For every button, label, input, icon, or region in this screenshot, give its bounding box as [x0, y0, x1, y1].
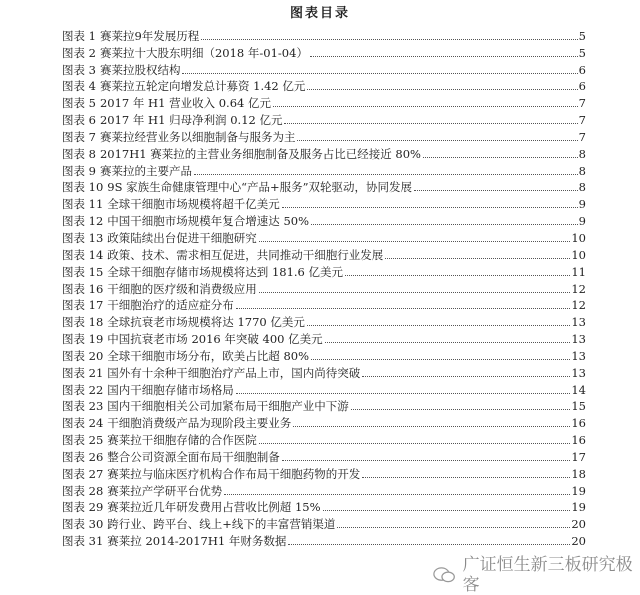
entry-page: 13 [571, 348, 586, 363]
toc-entry[interactable] [62, 296, 586, 313]
entry-label: 图表 31 [62, 534, 104, 549]
entry-title: 全球干细胞存储市场规模将达到 181.6 亿美元 [107, 264, 344, 279]
dot-leader [236, 307, 571, 309]
entry-title: 国内干细胞相关公司加紧布局干细胞产业中下游 [107, 399, 349, 414]
entry-page: 6 [578, 62, 586, 77]
entry-title: 全球抗衰老市场规模将达 1770 亿美元 [107, 315, 305, 330]
dot-leader [307, 324, 570, 326]
dot-leader [311, 358, 570, 360]
entry-page: 13 [571, 365, 586, 380]
dot-leader [423, 156, 578, 158]
entry-label: 图表 27 [62, 466, 104, 481]
entry-page: 17 [571, 449, 586, 464]
entry-page: 7 [578, 96, 586, 111]
entry-label: 图表 22 [62, 382, 104, 397]
entry-label: 图表 9 [62, 163, 96, 178]
entry-title: 中国抗衰老市场 2016 年突破 400 亿美元 [107, 332, 323, 347]
entry-label: 图表 14 [62, 247, 104, 262]
entry-title: 全球干细胞市场规模将超千亿美元 [107, 197, 280, 212]
toc-entry[interactable] [62, 127, 586, 144]
toc-entry[interactable] [62, 498, 586, 515]
entry-label: 图表 23 [62, 399, 104, 414]
entry-page: 6 [578, 79, 586, 94]
dot-leader [307, 88, 577, 90]
watermark-text: 广证恒生新三板研究极客 [462, 555, 633, 595]
entry-title: 政策、技术、需求相互促进，共同推动干细胞行业发展 [107, 247, 384, 262]
entry-page: 20 [571, 517, 586, 532]
toc-entry[interactable] [62, 194, 586, 211]
dot-leader [236, 392, 571, 394]
entry-page: 10 [571, 230, 586, 245]
toc-entry[interactable] [62, 397, 586, 414]
toc-entry[interactable] [62, 262, 586, 279]
entry-title: 赛莱拉干细胞存储的合作医院 [107, 433, 257, 448]
dot-leader [323, 509, 571, 511]
entry-page: 9 [578, 214, 586, 229]
entry-title: 赛莱拉近几年研发费用占营收比例超 15% [107, 500, 321, 515]
watermark [432, 555, 640, 595]
entry-page: 12 [571, 281, 586, 296]
dot-leader [194, 173, 578, 175]
dot-leader [337, 526, 570, 528]
toc-entry[interactable] [62, 26, 586, 43]
figure-list [62, 26, 586, 548]
entry-title: 9S 家族生命健康管理中心“产品+服务”双轮驱动，协同发展 [107, 180, 413, 195]
dot-leader [351, 408, 571, 410]
toc-entry[interactable] [62, 43, 586, 60]
entry-label: 图表 30 [62, 517, 104, 532]
toc-entry[interactable] [62, 60, 586, 77]
entry-page: 5 [578, 45, 586, 60]
entry-page: 15 [571, 399, 586, 414]
entry-title: 政策陆续出台促进干细胞研究 [107, 230, 257, 245]
entry-page: 18 [571, 466, 586, 481]
wechat-icon [432, 565, 457, 585]
toc-entry[interactable] [62, 531, 586, 548]
entry-label: 图表 2 [62, 45, 96, 60]
entry-page: 19 [571, 500, 586, 515]
dot-leader [282, 459, 571, 461]
entry-page: 20 [571, 534, 586, 549]
entry-page: 8 [578, 163, 586, 178]
entry-page: 13 [571, 315, 586, 330]
dot-leader [414, 189, 578, 191]
toc-entry[interactable] [62, 144, 586, 161]
entry-page: 10 [571, 247, 586, 262]
entry-title: 赛莱拉9年发展历程 [99, 28, 200, 43]
entry-page: 8 [578, 180, 586, 195]
dot-leader [362, 476, 570, 478]
entry-label: 图表 28 [62, 483, 104, 498]
dot-leader [310, 55, 578, 57]
entry-title: 2017 年 H1 营业收入 0.64 亿元 [99, 96, 271, 111]
entry-label: 图表 15 [62, 264, 104, 279]
entry-title: 赛莱拉 2014-2017H1 年财务数据 [107, 534, 287, 549]
entry-page: 8 [578, 146, 586, 161]
dot-leader [293, 425, 570, 427]
entry-page: 11 [571, 264, 586, 279]
entry-page: 7 [578, 129, 586, 144]
entry-title: 全球干细胞市场分布，欧美占比超 80% [107, 348, 310, 363]
entry-page: 7 [578, 113, 586, 128]
dot-leader [385, 257, 570, 259]
dot-leader [182, 72, 577, 74]
entry-label: 图表 6 [62, 113, 96, 128]
dot-leader [259, 240, 571, 242]
entry-label: 图表 1 [62, 28, 96, 43]
entry-title: 赛莱拉股权结构 [99, 62, 181, 77]
entry-label: 图表 26 [62, 449, 104, 464]
entry-label: 图表 5 [62, 96, 96, 111]
entry-label: 图表 11 [62, 197, 104, 212]
dot-leader [282, 206, 578, 208]
entry-label: 图表 24 [62, 416, 104, 431]
dot-leader [325, 341, 571, 343]
toc-entry[interactable] [62, 245, 586, 262]
toc-entry[interactable] [62, 161, 586, 178]
entry-title: 中国干细胞市场规模年复合增速达 50% [107, 214, 310, 229]
entry-title: 国外有十余种干细胞治疗产品上市，国内尚待突破 [107, 365, 361, 380]
entry-page: 16 [571, 433, 586, 448]
entry-label: 图表 25 [62, 433, 104, 448]
toc-entry[interactable] [62, 430, 586, 447]
entry-title: 赛莱拉的主要产品 [99, 163, 192, 178]
entry-title: 干细胞的医疗级和消费级应用 [107, 281, 257, 296]
entry-label: 图表 8 [62, 146, 96, 161]
entry-page: 12 [571, 298, 586, 313]
dot-leader [362, 375, 570, 377]
toc-entry[interactable] [62, 211, 586, 228]
entry-title: 赛莱拉产学研平台优势 [107, 483, 223, 498]
toc-entry[interactable] [62, 413, 586, 430]
entry-title: 干细胞消费级产品为现阶段主要业务 [107, 416, 292, 431]
entry-label: 图表 4 [62, 79, 96, 94]
entry-label: 图表 19 [62, 332, 104, 347]
entry-title: 赛莱拉十大股东明细（2018 年-01-04） [99, 45, 308, 60]
entry-label: 图表 20 [62, 348, 104, 363]
dot-leader [297, 139, 577, 141]
entry-label: 图表 13 [62, 230, 104, 245]
toc-entry[interactable] [62, 514, 586, 531]
toc-entry[interactable] [62, 312, 586, 329]
entry-label: 图表 18 [62, 315, 104, 330]
entry-label: 图表 12 [62, 214, 104, 229]
toc-entry[interactable] [62, 329, 586, 346]
dot-leader [259, 442, 571, 444]
toc-entry[interactable] [62, 110, 586, 127]
toc-entry[interactable] [62, 447, 586, 464]
entry-page: 16 [571, 416, 586, 431]
dot-leader [288, 543, 570, 545]
entry-label: 图表 29 [62, 500, 104, 515]
entry-title: 2017 年 H1 归母净利润 0.12 亿元 [99, 113, 283, 128]
toc-entry[interactable] [62, 77, 586, 94]
entry-title: 赛莱拉与临床医疗机构合作布局干细胞药物的开发 [107, 466, 361, 481]
dot-leader [259, 291, 571, 293]
toc-entry[interactable] [62, 346, 586, 363]
entry-title: 赛莱拉经营业务以细胞制备与服务为主 [99, 129, 296, 144]
toc-entry[interactable] [62, 279, 586, 296]
toc-entry[interactable] [62, 93, 586, 110]
entry-page: 13 [571, 332, 586, 347]
entry-label: 图表 10 [62, 180, 104, 195]
toc-entry[interactable] [62, 380, 586, 397]
entry-label: 图表 21 [62, 365, 104, 380]
entry-title: 干细胞治疗的适应症分布 [107, 298, 234, 313]
toc-entry[interactable] [62, 481, 586, 498]
toc-entry[interactable] [62, 178, 586, 195]
entry-page: 14 [571, 382, 586, 397]
entry-page: 9 [578, 197, 586, 212]
toc-entry[interactable] [62, 363, 586, 380]
dot-leader [284, 122, 577, 124]
dot-leader [311, 223, 578, 225]
entry-title: 国内干细胞存储市场格局 [107, 382, 234, 397]
toc-entry[interactable] [62, 228, 586, 245]
entry-title: 2017H1 赛莱拉的主营业务细胞制备及服务占比已经接近 80% [99, 146, 421, 161]
entry-page: 5 [578, 28, 586, 43]
entry-title: 赛莱拉五轮定向增发总计募资 1.42 亿元 [99, 79, 306, 94]
entry-label: 图表 7 [62, 129, 96, 144]
entry-label: 图表 17 [62, 298, 104, 313]
entry-label: 图表 3 [62, 62, 96, 77]
dot-leader [273, 105, 578, 107]
dot-leader [224, 493, 570, 495]
entry-page: 19 [571, 483, 586, 498]
entry-label: 图表 16 [62, 281, 104, 296]
page-title: 图表目录 [289, 6, 350, 21]
dot-leader [201, 38, 577, 40]
entry-title: 整合公司资源全面布局干细胞制备 [107, 449, 280, 464]
entry-title: 跨行业、跨平台、线上+线下的丰富营销渠道 [107, 517, 336, 532]
dot-leader [345, 274, 570, 276]
toc-entry[interactable] [62, 464, 586, 481]
